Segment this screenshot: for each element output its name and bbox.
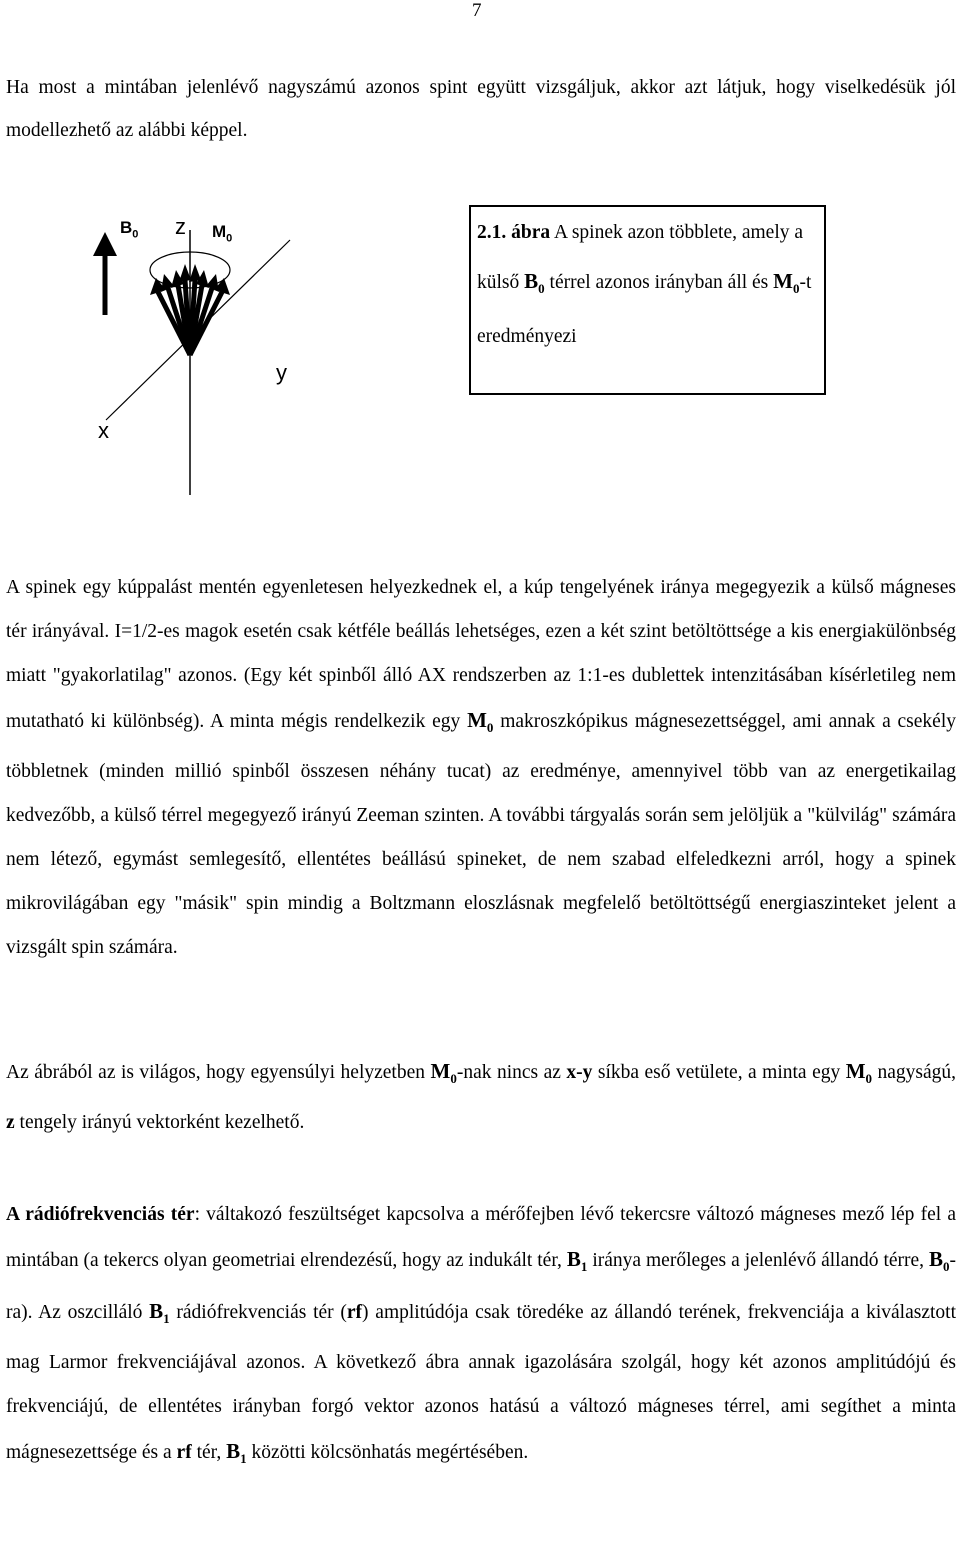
rf-field-paragraph: A rádiófrekvenciás tér: váltakozó feszültséget kapcsolva a mérőfejben lévő tekercsre változó mágneses mező lép fel a mintában (a tekercs olyan geometriai elrendezésű, hogy az indukált tér, $B_1$ iránya merőleges a jelenlévő állandó térre, $B_0-ra$). Az oszcilláló $B_1$ rádiófrekvenciás tér (rf) amplitúdója csak töredéke az állandó terének, frekvenciája a kiválasztott mag Larmor frekvenciájával azonos. A következő ábra annak igazolására szolgál, hogy két azonos amplitúdójú és frekvenciájú, de ellentétes irányban forgó vektor azonos hatású a változó mágneses térrel, ami segíthet a minta mágnesezettsége és a rf tér, $B_1$ közötti kölcsönhatás megértésében. (6, 1204, 957, 1467)
equilibrium-paragraph: Az ábrából az is világos, hogy egyensúlyi helyzetben $M_0$-nak nincs az x-y síkba eső vetülete, a minta egy $M_0$ nagyságú, z tengely irányú vektorként kezelhető. (6, 1059, 957, 1133)
spin-cone-paragraph: A spinek egy kúppalást mentén egyenletesen helyezkednek el, a kúp tengelyének iránya megegyezik a külső mágneses tér irányával. I=1/2-es magok esetén csak kétféle beállás lehetséges, ezen a két szint betöltöttsége a kis energiakülönbség miatt "gyakorlatilag" azonos. (Egy két spinből álló AX rendszerben az 1:1-es dublettek intenzitásában kísérletileg nem mutatható ki különbség). A minta mégis rendelkezik egy $M_0$ makroszkópikus mágnesezettséggel, ami annak a csekély többletnek (minden millió spinből összesen néhány tucat) az eredménye, amennyivel több van az energetikailag kedvezőbb, a külső térrel megegyező irányú Zeeman szinten. A további tárgyalás során sem jelöljük a "külvilág" számára nem létező, egymást semlegesítő, ellentétes beállású spineket, de nem szabad elfeledkezni arról, hogy a spinek mikrovilágában egy "másik" spin mindig a Boltzmann eloszlásnak megfelelő betöltöttségű energiaszinteket jelent a vizsgált spin számára. (6, 577, 956, 959)
intro-paragraph: Ha most a mintában jelenlévő nagyszámú azonos spint együtt vizsgáljuk, akkor azt látjuk, hogy viselkedésük jól modellezhető az alábbi képpel. (6, 77, 956, 141)
spin-cone-figure (60, 200, 480, 500)
y-axis-label: y (276, 360, 287, 385)
section-heading: A rádiófrekvenciás tér (6, 1204, 195, 1225)
spin-cone-diagram (60, 200, 480, 500)
z-axis-label: z (175, 214, 186, 239)
m0-label: $M_0$ (212, 222, 233, 245)
b0-label: $B_0$ (120, 218, 139, 241)
page-number: 7 (472, 0, 482, 21)
caption-number: 2.1. ábra (477, 222, 551, 243)
x-axis-label: x (98, 418, 109, 443)
figure-caption: 2.1. ábra A spinek azon többlete, amely a külső $B_0$ térrel azonos irányban áll és $M_0-t$ eredményezi (469, 205, 826, 395)
b0-arrow-head (93, 232, 117, 256)
